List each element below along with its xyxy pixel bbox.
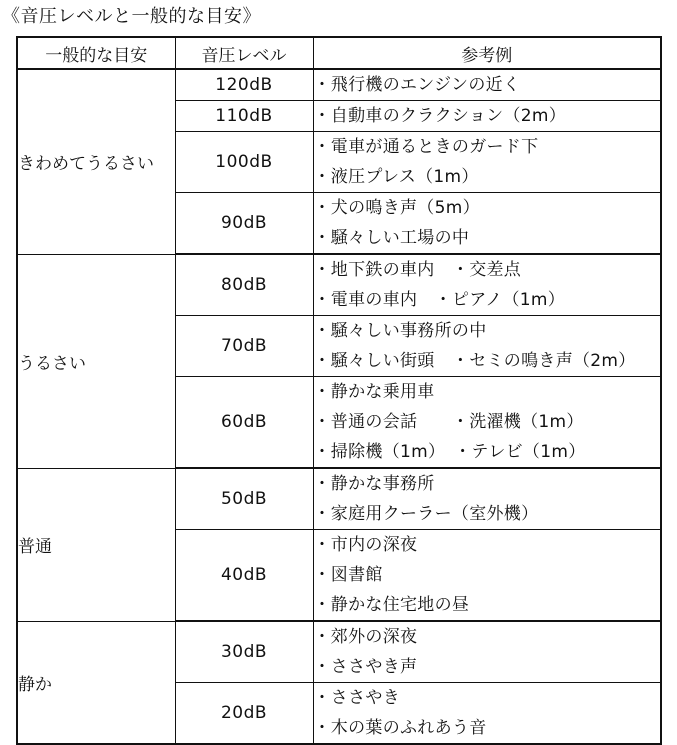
example-item: ・普通の会話 ・洗濯機（1m）	[313, 412, 584, 432]
example-list	[313, 69, 661, 101]
sound-level-value: 70dB	[175, 316, 313, 377]
sound-level-value: 80dB	[175, 254, 313, 316]
sound-level-value: 100dB	[175, 132, 313, 193]
example-item: ・騒々しい事務所の中	[313, 321, 487, 341]
example-item: ・電車の車内 ・ピアノ（1m）	[313, 290, 566, 310]
example-item: ・掃除機（1m） ・テレビ（1m）	[313, 442, 586, 462]
example-item: ・騒々しい工場の中	[313, 228, 470, 248]
example-list	[313, 377, 661, 469]
example-item: ・自動車のクラクション（2m）	[313, 106, 567, 126]
sound-level-value: 20dB	[175, 683, 313, 745]
example-list	[313, 316, 661, 377]
table-row	[17, 254, 661, 316]
example-item: ・図書館	[313, 565, 383, 585]
example-item: ・市内の深夜	[313, 535, 418, 555]
guide-label: うるさい	[17, 254, 175, 468]
example-item: ・家庭用クーラー（室外機）	[313, 504, 539, 524]
guide-label: きわめてうるさい	[17, 69, 175, 254]
sound-level-value: 30dB	[175, 621, 313, 683]
example-list	[313, 132, 661, 193]
example-list	[313, 254, 661, 316]
header-guide: 一般的な目安	[17, 37, 175, 69]
sound-level-value: 40dB	[175, 530, 313, 622]
table-row	[17, 468, 661, 530]
page-title: 《音圧レベルと一般的な目安》	[2, 6, 261, 27]
table-header-row	[17, 37, 661, 69]
example-item: ・静かな乗用車	[313, 382, 435, 402]
example-item: ・ささやき	[313, 688, 400, 708]
guide-label: 普通	[17, 468, 175, 621]
example-item: ・郊外の深夜	[313, 627, 418, 647]
example-item: ・ささやき声	[313, 657, 418, 677]
example-list	[313, 530, 661, 622]
sound-level-value: 90dB	[175, 193, 313, 255]
table-row	[17, 69, 661, 101]
example-list	[313, 621, 661, 683]
example-list	[313, 468, 661, 530]
example-item: ・液圧プレス（1m）	[313, 167, 479, 187]
sound-level-value: 110dB	[175, 101, 313, 132]
table-body	[17, 69, 661, 744]
example-item: ・静かな事務所	[313, 474, 435, 494]
example-item: ・犬の鳴き声（5m）	[313, 198, 480, 218]
header-example: 参考例	[313, 37, 661, 69]
guide-label: 静か	[17, 621, 175, 744]
header-level: 音圧レベル	[175, 37, 313, 69]
example-item: ・騒々しい街頭 ・セミの鳴き声（2m）	[313, 351, 636, 371]
example-list	[313, 683, 661, 745]
example-item: ・木の葉のふれあう音	[313, 718, 487, 738]
sound-level-value: 60dB	[175, 377, 313, 469]
example-item: ・静かな住宅地の昼	[313, 595, 470, 615]
example-item: ・飛行機のエンジンの近く	[313, 75, 521, 95]
sound-level-value: 50dB	[175, 468, 313, 530]
table-row	[17, 621, 661, 683]
sound-level-value: 120dB	[175, 69, 313, 101]
example-list	[313, 101, 661, 132]
example-list	[313, 193, 661, 255]
example-item: ・地下鉄の車内 ・交差点	[313, 260, 522, 280]
example-item: ・電車が通るときのガード下	[313, 137, 539, 157]
sound-level-table	[16, 36, 662, 745]
